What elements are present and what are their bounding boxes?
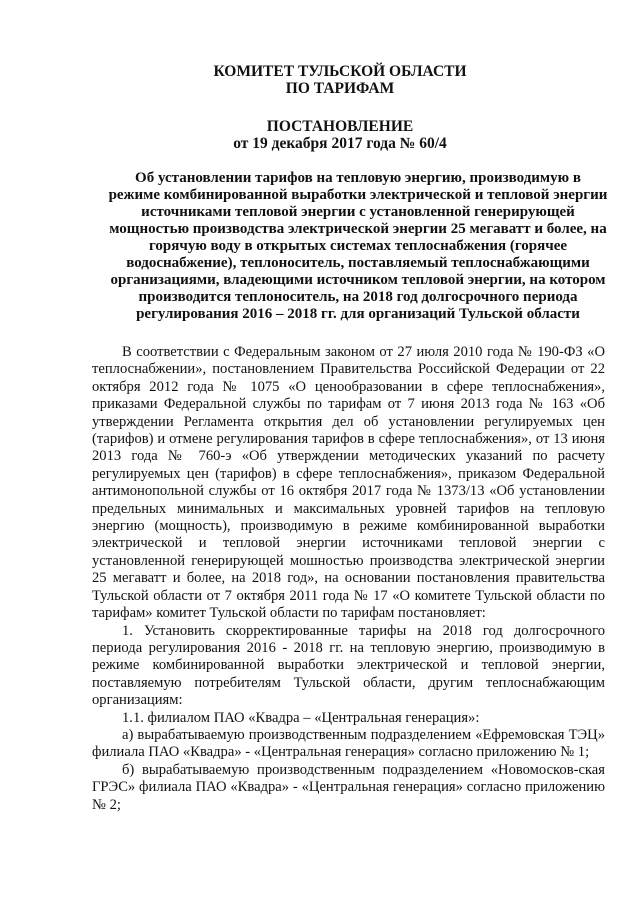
document-body — [92, 344, 605, 814]
preamble-paragraph: В соответствии с Федеральным законом от 27 июля 2010 года № 190-ФЗ «О теплоснабжении», постановлением Правительства Российской Федерации от 22 октября 2012 года № 1075 «О ценообразовании в сфере теплоснабжения», приказами Федеральной службы по тарифам от 7 июня 2013 года № 163 «Об утверждении Регламента открытия дел об установлении регулируемых цен (тарифов) и отмене регулирования тарифов в сфере теплоснабжения», от 13 июня 2013 года № 760-э «Об утверждении методических указаний по расчету регулируемых цен (тарифов) в сфере теплоснабжения», приказом Федеральной антимонопольной службы от 16 октября 2017 года № 1373/13 «Об установлении предельных минимальных и максимальных уровней тарифов на тепловую энергию (мощность), производимую в режиме комбинированной выработки электрической и тепловой энергии источниками тепловой энергии с установленной генерирующей мошностью производства электрической энергии 25 мегаватт и более, на 2018 год», на основании постановления правительства Тульской области от 7 октября 2011 года № 17 «О комитете Тульской области по тарифам» комитет Тульской области по тарифам постановляет: — [92, 344, 605, 622]
document-type: ПОСТАНОВЛЕНИЕ — [266, 118, 414, 135]
document-date-number: от 19 декабря 2017 года № 60/4 — [233, 135, 447, 152]
item-1-1-paragraph: 1.1. филиалом ПАО «Квадра – «Центральная генерация»: — [122, 709, 480, 726]
subject-line: регулирования 2016 – 2018 гг. для организаций Тульской области — [136, 306, 580, 322]
document-subject — [104, 170, 612, 323]
subject-line: горячую воду в открытых системах теплоснабжения (горячее — [148, 238, 568, 254]
subject-line: производится теплоноситель, на 2018 год долгосрочного периода — [138, 289, 578, 305]
subject-line: Об установлении тарифов на тепловую энергию, производимую в — [135, 170, 581, 186]
subject-line: источниками тепловой энергии с установленной генерирующей — [141, 204, 575, 220]
subject-line: режиме комбинированной выработки электрической и тепловой энергии — [108, 187, 608, 203]
committee-name-line1: КОМИТЕТ ТУЛЬСКОЙ ОБЛАСТИ — [213, 63, 467, 80]
resolution-heading — [180, 118, 500, 152]
item-a-paragraph: а) вырабатываемую производственным подразделением «Ефремовская ТЭЦ» филиала ПАО «Квадра» - «Центральная генерация» согласно приложению № 1; — [92, 726, 605, 761]
subject-line: организациями, владеющими источником тепловой энергии, на котором — [110, 272, 606, 288]
committee-heading — [180, 63, 500, 97]
subject-line: мощностью производства электрической энергии 25 мегаватт и более, на — [109, 221, 607, 237]
committee-name-line2: ПО ТАРИФАМ — [285, 80, 395, 97]
item-1-paragraph: 1. Установить скорректированные тарифы на 2018 год долгосрочного периода регулирования 2016 - 2018 гг. на тепловую энергию, производимую в режиме комбинированной выработки электрической и тепловой энергии, поставляемую потребителям Тульской области, другим теплоснабжающим организациям: — [92, 622, 605, 709]
item-b-paragraph: б) вырабатываемую производственным подразделением «Новомосков-ская ГРЭС» филиала ПАО «Квадра» - «Центральная генерация» согласно приложению № 2; — [92, 761, 605, 813]
subject-line: водоснабжение), теплоноситель, поставляемый теплоснабжающими — [126, 255, 590, 271]
